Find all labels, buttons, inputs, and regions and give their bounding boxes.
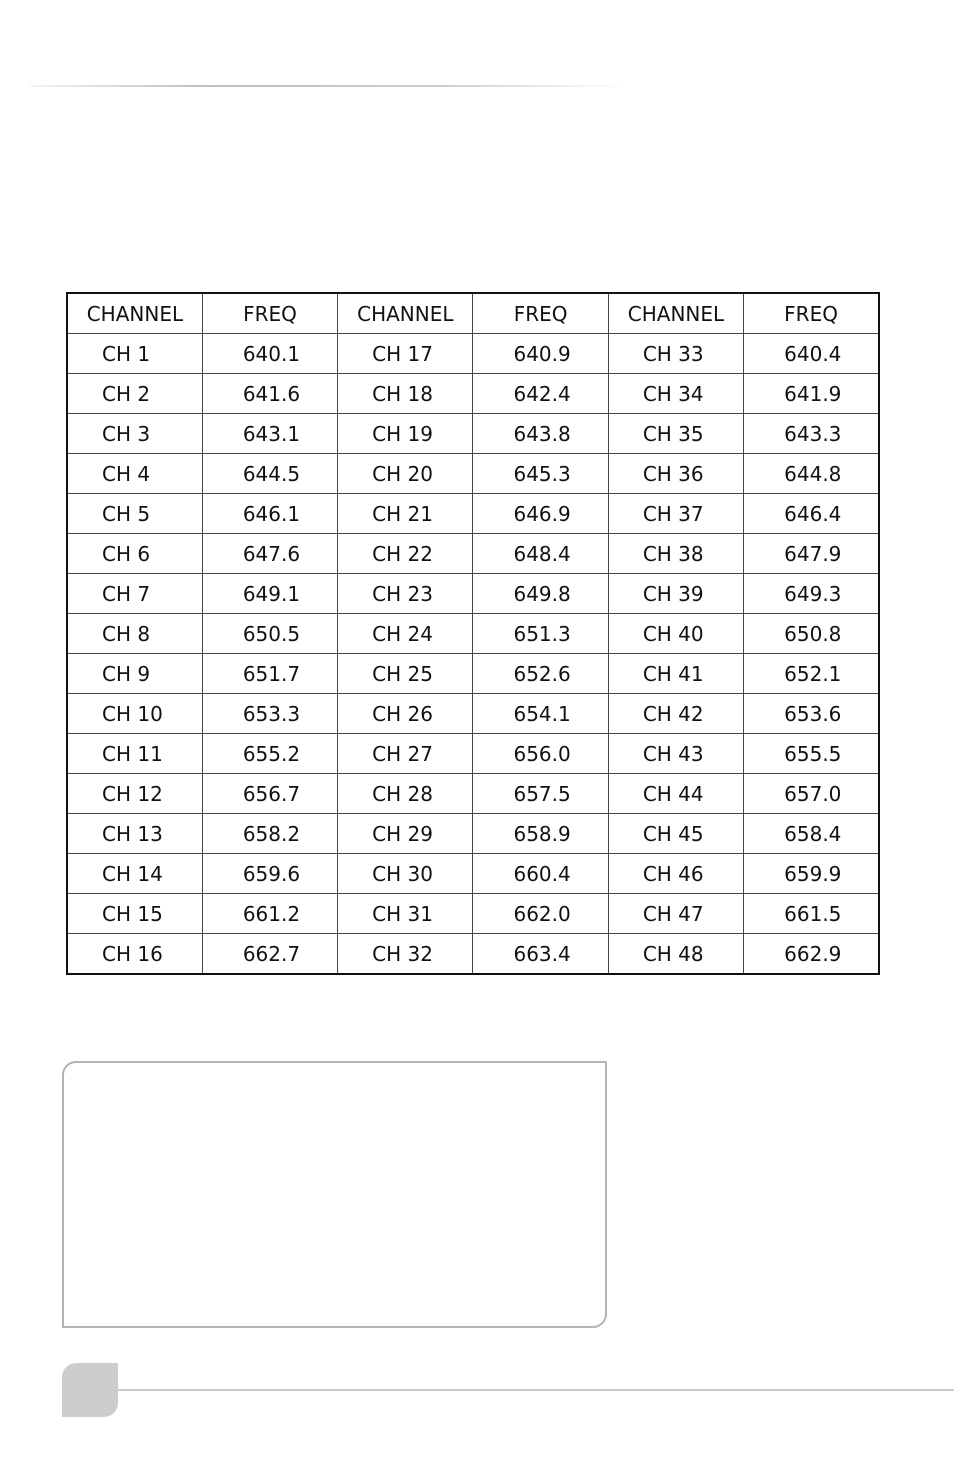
table-body	[67, 334, 879, 975]
channel-cell: CH 35	[608, 414, 743, 454]
channel-cell: CH 12	[67, 774, 202, 814]
page-number-tab	[62, 1363, 118, 1417]
header-channel: CHANNEL	[338, 293, 473, 334]
channel-cell: CH 45	[608, 814, 743, 854]
freq-cell: 650.5	[202, 614, 337, 654]
freq-cell: 648.4	[473, 534, 608, 574]
channel-cell: CH 47	[608, 894, 743, 934]
channel-cell: CH 29	[338, 814, 473, 854]
freq-cell: 654.1	[473, 694, 608, 734]
channel-cell: CH 41	[608, 654, 743, 694]
freq-cell: 641.9	[744, 374, 879, 414]
channel-cell: CH 36	[608, 454, 743, 494]
table-row	[67, 894, 879, 934]
freq-cell: 655.2	[202, 734, 337, 774]
freq-cell: 640.4	[744, 334, 879, 374]
freq-cell: 653.6	[744, 694, 879, 734]
freq-cell: 656.7	[202, 774, 337, 814]
freq-cell: 649.3	[744, 574, 879, 614]
channel-frequency-table	[66, 292, 880, 975]
channel-cell: CH 37	[608, 494, 743, 534]
freq-cell: 659.6	[202, 854, 337, 894]
channel-cell: CH 26	[338, 694, 473, 734]
freq-cell: 644.5	[202, 454, 337, 494]
freq-cell: 658.9	[473, 814, 608, 854]
freq-cell: 641.6	[202, 374, 337, 414]
table-row	[67, 494, 879, 534]
channel-cell: CH 30	[338, 854, 473, 894]
freq-cell: 644.8	[744, 454, 879, 494]
freq-cell: 662.9	[744, 934, 879, 975]
table-row	[67, 454, 879, 494]
table-row	[67, 934, 879, 975]
channel-cell: CH 40	[608, 614, 743, 654]
table-row	[67, 854, 879, 894]
freq-cell: 645.3	[473, 454, 608, 494]
freq-cell: 643.8	[473, 414, 608, 454]
freq-cell: 661.5	[744, 894, 879, 934]
note-box	[62, 1061, 607, 1328]
channel-cell: CH 31	[338, 894, 473, 934]
header-freq: FREQ	[744, 293, 879, 334]
table-header	[67, 293, 879, 334]
freq-cell: 640.1	[202, 334, 337, 374]
channel-cell: CH 7	[67, 574, 202, 614]
header-row	[67, 293, 879, 334]
channel-cell: CH 38	[608, 534, 743, 574]
freq-cell: 659.9	[744, 854, 879, 894]
freq-cell: 655.5	[744, 734, 879, 774]
freq-cell: 647.6	[202, 534, 337, 574]
freq-cell: 662.7	[202, 934, 337, 975]
freq-cell: 652.6	[473, 654, 608, 694]
freq-cell: 653.3	[202, 694, 337, 734]
channel-cell: CH 24	[338, 614, 473, 654]
freq-cell: 661.2	[202, 894, 337, 934]
channel-cell: CH 42	[608, 694, 743, 734]
channel-cell: CH 27	[338, 734, 473, 774]
freq-cell: 651.3	[473, 614, 608, 654]
channel-cell: CH 8	[67, 614, 202, 654]
channel-cell: CH 15	[67, 894, 202, 934]
channel-cell: CH 17	[338, 334, 473, 374]
freq-cell: 643.3	[744, 414, 879, 454]
freq-cell: 646.9	[473, 494, 608, 534]
top-divider	[30, 85, 626, 87]
table-row	[67, 534, 879, 574]
freq-cell: 650.8	[744, 614, 879, 654]
table-row	[67, 694, 879, 734]
table-row	[67, 814, 879, 854]
channel-cell: CH 48	[608, 934, 743, 975]
freq-cell: 663.4	[473, 934, 608, 975]
freq-cell: 642.4	[473, 374, 608, 414]
freq-cell: 647.9	[744, 534, 879, 574]
channel-cell: CH 23	[338, 574, 473, 614]
freq-cell: 657.0	[744, 774, 879, 814]
freq-cell: 646.4	[744, 494, 879, 534]
table-row	[67, 654, 879, 694]
channel-cell: CH 3	[67, 414, 202, 454]
table-row	[67, 774, 879, 814]
channel-cell: CH 18	[338, 374, 473, 414]
freq-cell: 640.9	[473, 334, 608, 374]
channel-cell: CH 33	[608, 334, 743, 374]
table-row	[67, 334, 879, 374]
channel-cell: CH 19	[338, 414, 473, 454]
bottom-divider	[118, 1389, 954, 1391]
channel-cell: CH 20	[338, 454, 473, 494]
table-row	[67, 574, 879, 614]
table-row	[67, 414, 879, 454]
header-freq: FREQ	[473, 293, 608, 334]
freq-cell: 651.7	[202, 654, 337, 694]
channel-cell: CH 10	[67, 694, 202, 734]
channel-cell: CH 2	[67, 374, 202, 414]
channel-cell: CH 46	[608, 854, 743, 894]
header-channel: CHANNEL	[67, 293, 202, 334]
channel-cell: CH 9	[67, 654, 202, 694]
table-row	[67, 374, 879, 414]
channel-cell: CH 28	[338, 774, 473, 814]
channel-cell: CH 14	[67, 854, 202, 894]
freq-cell: 649.8	[473, 574, 608, 614]
freq-cell: 652.1	[744, 654, 879, 694]
freq-cell: 649.1	[202, 574, 337, 614]
channel-cell: CH 34	[608, 374, 743, 414]
channel-cell: CH 32	[338, 934, 473, 975]
freq-cell: 657.5	[473, 774, 608, 814]
freq-cell: 662.0	[473, 894, 608, 934]
channel-cell: CH 4	[67, 454, 202, 494]
freq-cell: 646.1	[202, 494, 337, 534]
header-channel: CHANNEL	[608, 293, 743, 334]
channel-cell: CH 13	[67, 814, 202, 854]
table-row	[67, 614, 879, 654]
channel-cell: CH 39	[608, 574, 743, 614]
table-row	[67, 734, 879, 774]
channel-cell: CH 21	[338, 494, 473, 534]
header-freq: FREQ	[202, 293, 337, 334]
freq-cell: 660.4	[473, 854, 608, 894]
freq-cell: 658.2	[202, 814, 337, 854]
channel-cell: CH 11	[67, 734, 202, 774]
freq-cell: 658.4	[744, 814, 879, 854]
channel-cell: CH 1	[67, 334, 202, 374]
channel-cell: CH 22	[338, 534, 473, 574]
channel-cell: CH 43	[608, 734, 743, 774]
freq-cell: 656.0	[473, 734, 608, 774]
freq-cell: 643.1	[202, 414, 337, 454]
channel-cell: CH 25	[338, 654, 473, 694]
channel-cell: CH 44	[608, 774, 743, 814]
channel-cell: CH 16	[67, 934, 202, 975]
channel-cell: CH 5	[67, 494, 202, 534]
channel-cell: CH 6	[67, 534, 202, 574]
